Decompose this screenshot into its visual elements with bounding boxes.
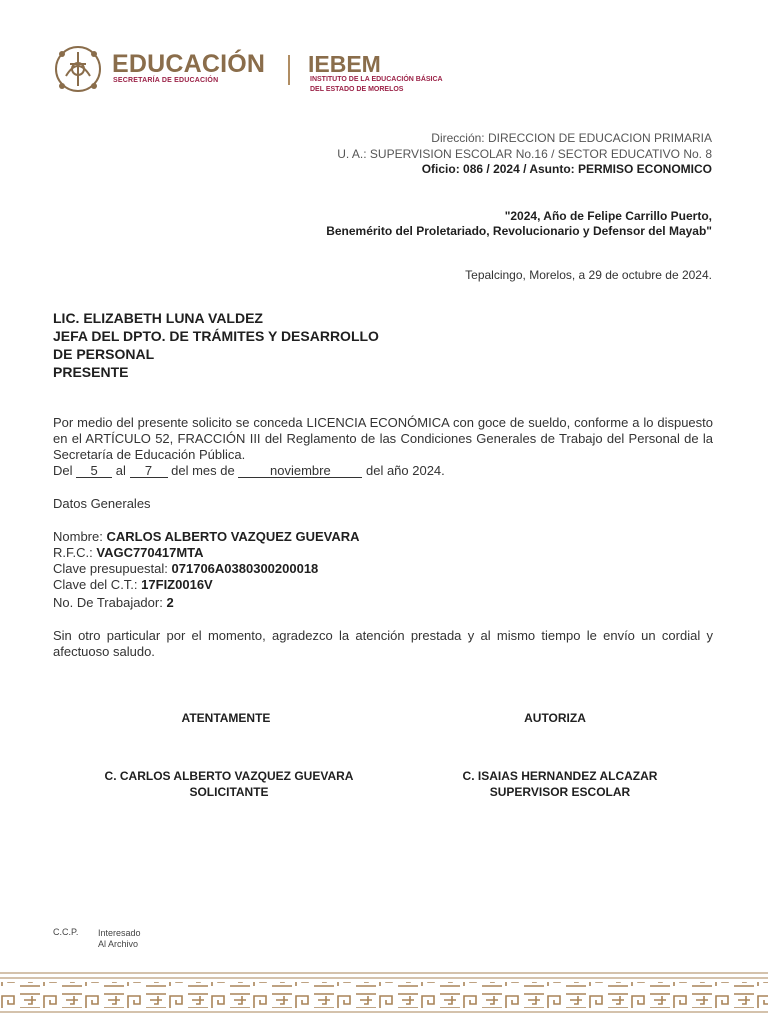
- al-label: al: [115, 463, 126, 478]
- right-signer-name: C. ISAIAS HERNANDEZ ALCAZAR: [462, 769, 658, 783]
- nombre-label: Nombre:: [53, 529, 103, 544]
- decorative-border-pattern-icon: [0, 968, 768, 1024]
- anio-text: del año 2024.: [365, 463, 445, 478]
- iebem-subtitle-2: DEL ESTADO DE MORELOS: [310, 86, 404, 93]
- edu-subtitle: SECRETARÍA DE EDUCACIÓN: [113, 77, 219, 84]
- left-signer-name: C. CARLOS ALBERTO VAZQUEZ GUEVARA: [104, 769, 354, 783]
- mes-value: noviembre: [238, 464, 362, 478]
- nombre-value: CARLOS ALBERTO VAZQUEZ GUEVARA: [106, 529, 360, 544]
- closing-paragraph: Sin otro particular por el momento, agradezco la atención prestada y al mismo tiempo le envío un cordial y afectuoso saludo.: [53, 628, 713, 659]
- place-date: Tepalcingo, Morelos, a 29 de octubre de 2024.: [465, 268, 712, 282]
- clave-ct-row: [53, 577, 213, 592]
- datos-generales-heading: Datos Generales: [53, 496, 151, 511]
- right-signature-heading: AUTORIZA: [524, 711, 586, 725]
- request-paragraph: Por medio del presente solicito se conceda LICENCIA ECONÓMICA con goce de sueldo, conforme a lo dispuesto en el ARTÍCULO 52, FRACCIÓN III del Reglamento de las Condiciones Generales de Trabajo del Personal de la Secretaría de Educación Pública.: [53, 415, 713, 462]
- rfc-value: VAGC770417MTA: [96, 545, 204, 560]
- date-range-line: [53, 463, 445, 478]
- clave-presupuestal-row: [53, 561, 318, 576]
- ccp-item-2: Al Archivo: [98, 939, 139, 949]
- nombre-row: [53, 529, 360, 544]
- ct-value: 17FIZ0016V: [141, 577, 213, 592]
- ccp-label: C.C.P.: [53, 927, 79, 937]
- header-divider: [288, 55, 290, 85]
- del-label: Del: [53, 463, 73, 478]
- addressee-title: JEFA DEL DPTO. DE TRÁMITES Y DESARROLLO: [53, 328, 379, 344]
- direccion-line: Dirección: DIRECCION DE EDUCACION PRIMARIA: [431, 131, 712, 145]
- trabajador-label: No. De Trabajador:: [53, 595, 163, 610]
- rfc-row: [53, 545, 204, 560]
- trabajador-row: [53, 595, 174, 610]
- edu-title: EDUCACIÓN: [112, 50, 266, 78]
- ua-line: U. A.: SUPERVISION ESCOLAR No.16 / SECTOR EDUCATIVO No. 8: [337, 147, 712, 161]
- addressee-presente: PRESENTE: [53, 364, 129, 380]
- lema-line-1: "2024, Año de Felipe Carrillo Puerto,: [504, 209, 712, 223]
- al-value: 7: [130, 464, 168, 478]
- addressee-title-2: DE PERSONAL: [53, 346, 155, 362]
- right-signer-role: SUPERVISOR ESCOLAR: [489, 785, 631, 799]
- iebem-subtitle-1: INSTITUTO DE LA EDUCACIÓN BÁSICA: [310, 76, 443, 83]
- addressee-name: LIC. ELIZABETH LUNA VALDEZ: [53, 310, 263, 326]
- left-signature-heading: ATENTAMENTE: [181, 711, 271, 725]
- del-value: 5: [76, 464, 112, 478]
- oficio-line: Oficio: 086 / 2024 / Asunto: PERMISO ECONOMICO: [421, 162, 712, 176]
- clave-value: 071706A0380300200018: [171, 561, 319, 576]
- clave-label: Clave presupuestal:: [53, 561, 168, 576]
- emblem-logo-icon: [52, 42, 104, 96]
- left-signer-role: SOLICITANTE: [189, 785, 269, 799]
- ccp-item-1: Interesado: [98, 928, 141, 938]
- ct-label: Clave del C.T.:: [53, 577, 138, 592]
- mes-label: del mes de: [171, 463, 235, 478]
- lema-line-2: Benemérito del Proletariado, Revolucionario y Defensor del Mayab": [326, 224, 712, 238]
- trabajador-value: 2: [166, 595, 174, 610]
- rfc-label: R.F.C.:: [53, 545, 93, 560]
- iebem-title: IEBEM: [308, 51, 381, 77]
